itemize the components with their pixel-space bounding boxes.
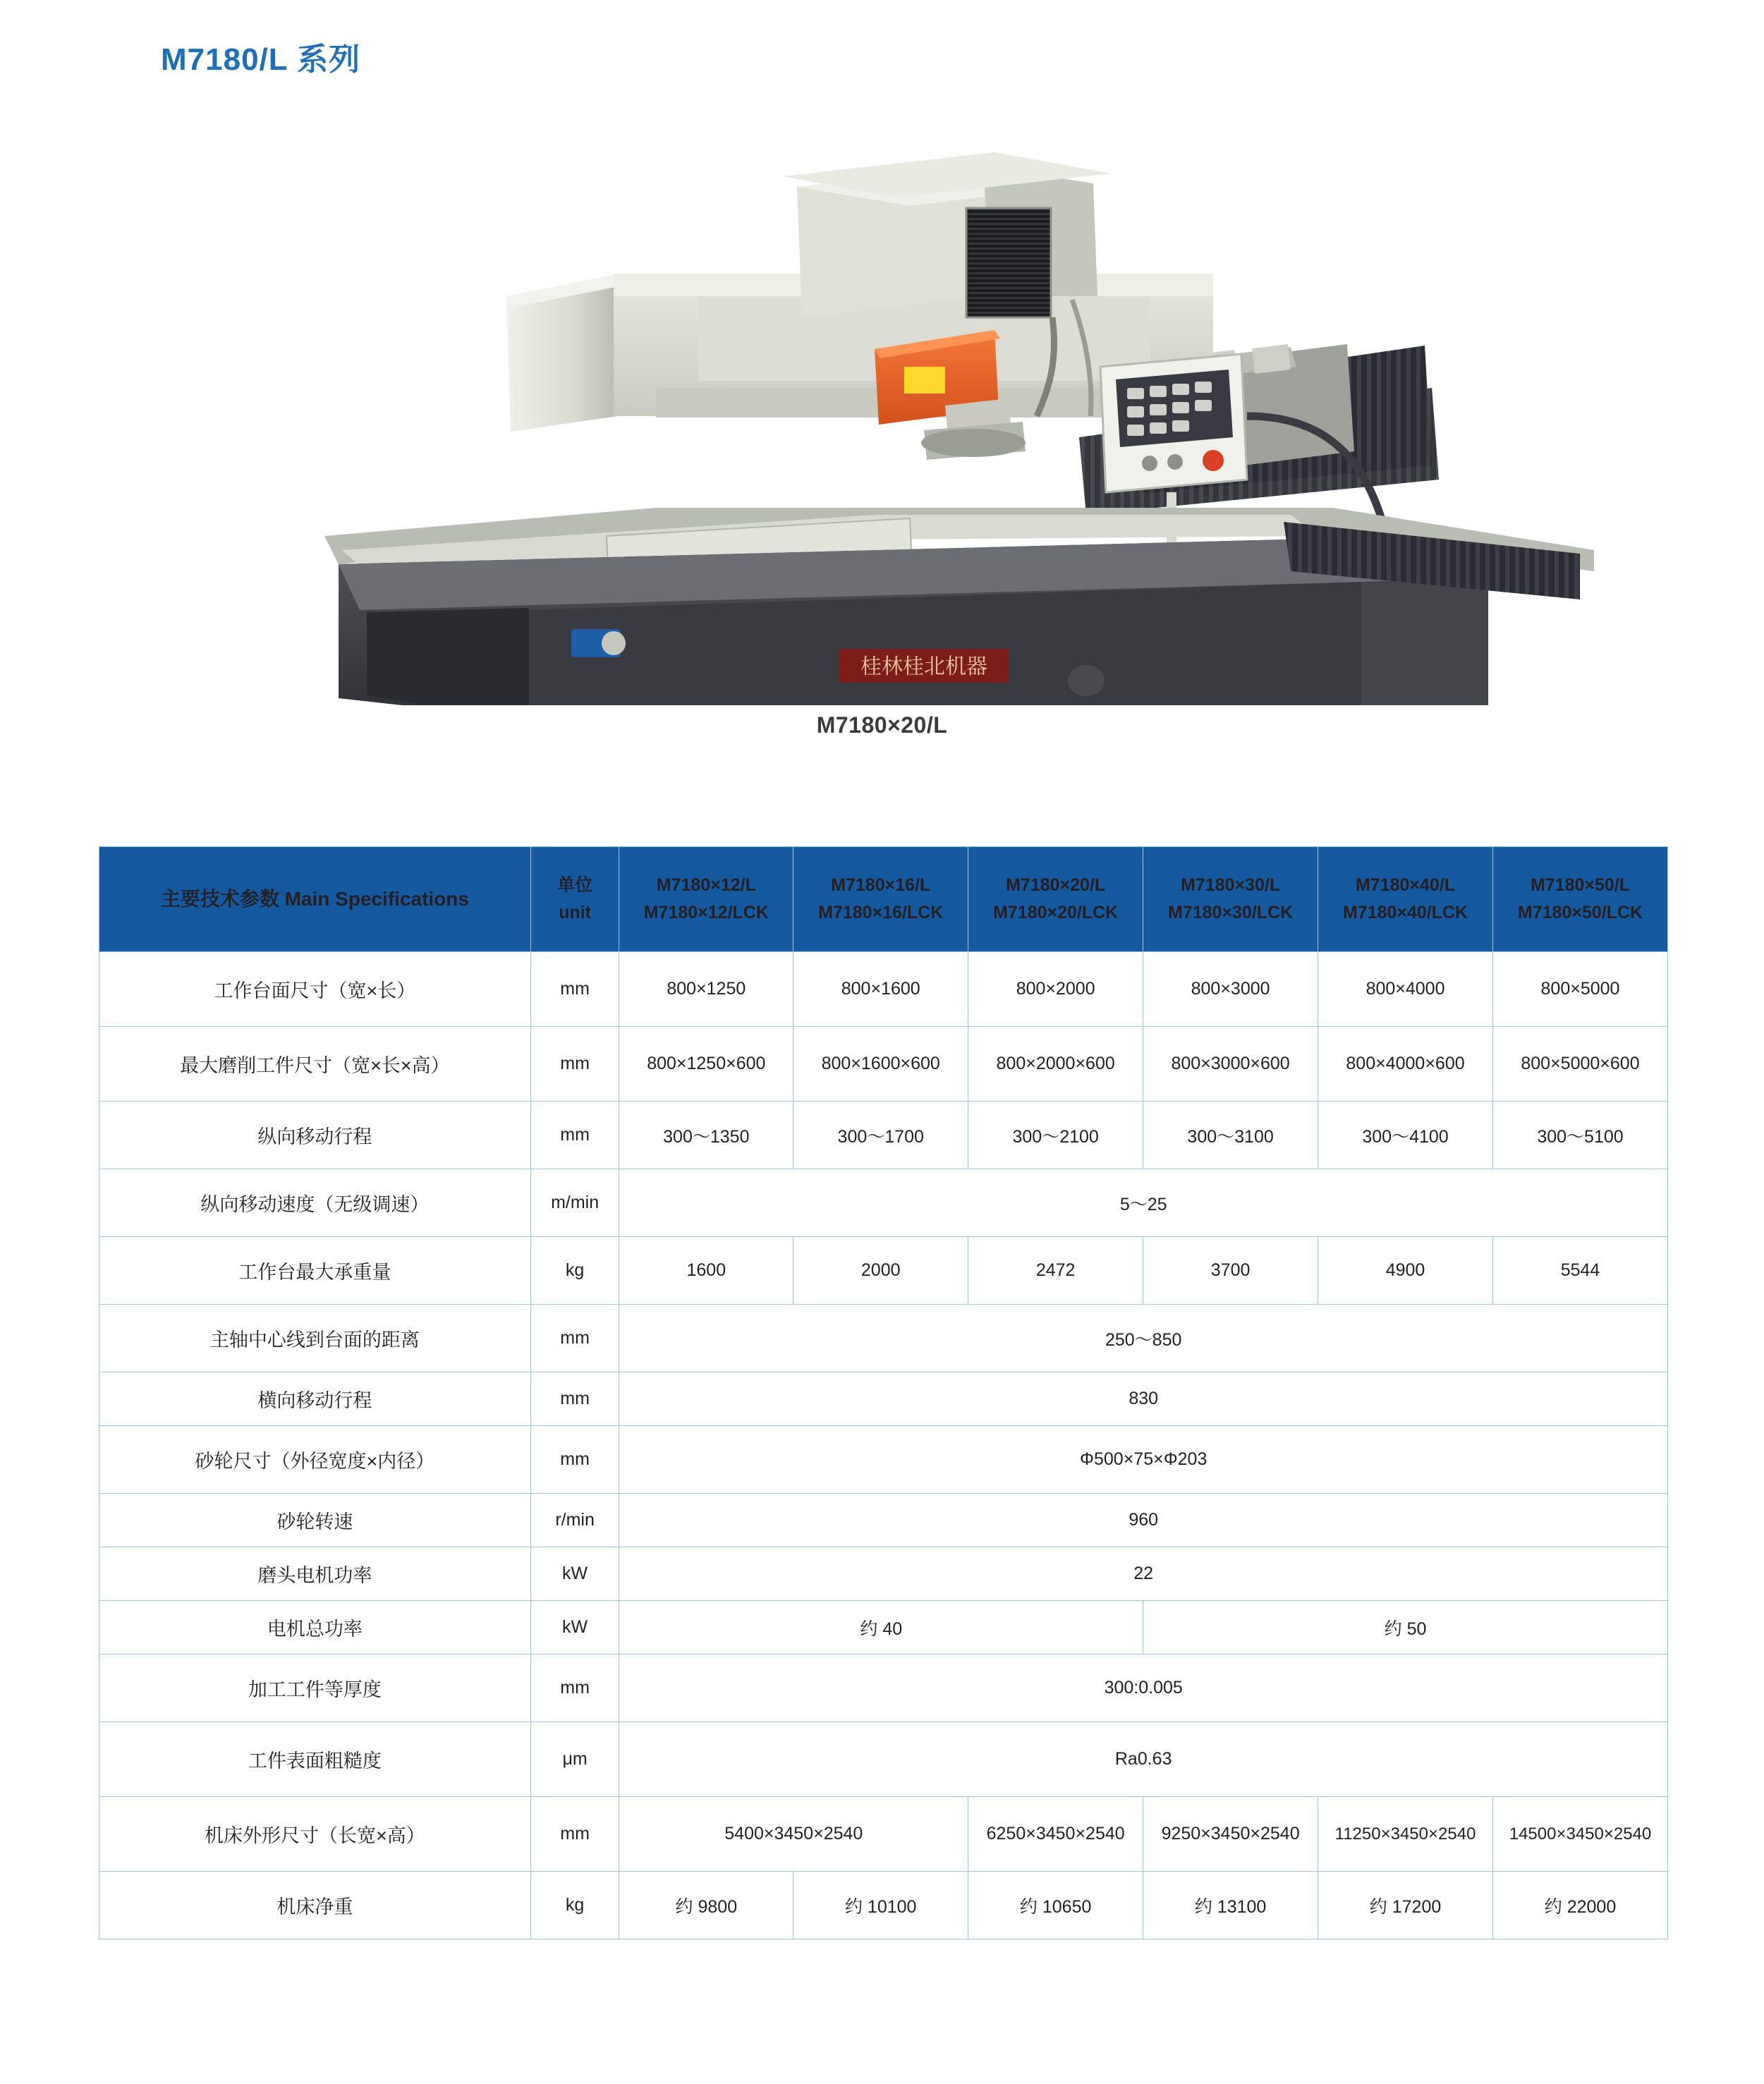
- row-unit: kg: [530, 1872, 619, 1939]
- row-value: 9250×3450×2540: [1143, 1797, 1318, 1872]
- row-label: 工作台面尺寸（宽×长）: [99, 952, 531, 1027]
- header-model-6-line1: M7180×50/L: [1530, 875, 1631, 896]
- row-unit: mm: [530, 1655, 619, 1722]
- row-unit: kg: [530, 1237, 619, 1305]
- header-model-3: [968, 847, 1143, 952]
- row-label: 纵向移动行程: [99, 1102, 531, 1169]
- table-row: [99, 1305, 1668, 1372]
- row-value: 800×2000: [968, 952, 1143, 1027]
- row-value: 14500×3450×2540: [1493, 1797, 1668, 1872]
- header-model-3-line2: M7180×20/LCK: [993, 903, 1119, 922]
- row-value: 300～1350: [619, 1102, 793, 1169]
- row-value: 6250×3450×2540: [968, 1797, 1143, 1872]
- row-value: 800×1250×600: [619, 1027, 793, 1102]
- header-model-5-line2: M7180×40/LCK: [1342, 903, 1468, 922]
- row-value: 800×1600: [793, 952, 968, 1027]
- table-row: [99, 1872, 1668, 1939]
- row-value-span: Ra0.63: [619, 1722, 1668, 1797]
- table-row: [99, 952, 1668, 1027]
- row-value: 800×5000×600: [1493, 1027, 1668, 1102]
- row-value-span: Φ500×75×Φ203: [619, 1426, 1668, 1494]
- row-value-span: 830: [619, 1372, 1668, 1426]
- row-unit: mm: [530, 952, 619, 1027]
- figure-caption: M7180×20/L: [816, 712, 948, 738]
- row-unit: mm: [530, 1372, 619, 1426]
- header-model-5: [1318, 847, 1493, 952]
- table-row: [99, 1169, 1668, 1237]
- row-label: 主轴中心线到台面的距离: [99, 1305, 531, 1372]
- row-value-span: 250～850: [619, 1305, 1668, 1372]
- header-model-3-line1: M7180×20/L: [1006, 875, 1106, 896]
- row-label: 机床外形尺寸（长宽×高）: [99, 1797, 531, 1872]
- row-unit: mm: [530, 1797, 619, 1872]
- row-value: 约 9800: [619, 1872, 793, 1939]
- header-model-6: [1493, 847, 1668, 952]
- specifications-table-container: [99, 846, 1668, 1939]
- header-main-specifications: 主要技术参数 Main Specifications: [99, 847, 531, 952]
- row-value: 11250×3450×2540: [1318, 1797, 1493, 1872]
- row-value: 800×1250: [619, 952, 793, 1027]
- row-value: 300～2100: [968, 1102, 1143, 1169]
- header-model-1: [619, 847, 793, 952]
- row-value: 300～1700: [793, 1102, 968, 1169]
- row-value: 约 10100: [793, 1872, 968, 1939]
- row-unit: mm: [530, 1102, 619, 1169]
- table-row: [99, 1494, 1668, 1547]
- row-unit: mm: [530, 1426, 619, 1494]
- row-label: 砂轮尺寸（外径宽度×内径）: [99, 1426, 531, 1494]
- table-row: [99, 1027, 1668, 1102]
- header-model-4-line1: M7180×30/L: [1181, 875, 1281, 896]
- row-value: 800×4000×600: [1318, 1027, 1493, 1102]
- row-value: 300～4100: [1318, 1102, 1493, 1169]
- row-unit: kW: [530, 1547, 619, 1601]
- row-label: 机床净重: [99, 1872, 531, 1939]
- row-value-span: 22: [619, 1547, 1668, 1601]
- row-unit: kW: [530, 1601, 619, 1655]
- header-model-5-line1: M7180×40/L: [1355, 875, 1456, 896]
- row-unit: μm: [530, 1722, 619, 1797]
- header-model-4-line2: M7180×30/LCK: [1168, 903, 1294, 922]
- table-row: [99, 1601, 1668, 1655]
- header-model-2-line1: M7180×16/L: [831, 875, 931, 896]
- table-row: [99, 1426, 1668, 1494]
- row-value: 3700: [1143, 1237, 1318, 1305]
- row-value: 300～3100: [1143, 1102, 1318, 1169]
- header-model-4: [1143, 847, 1318, 952]
- row-value: 5400×3450×2540: [619, 1797, 968, 1872]
- header-unit-en: unit: [559, 903, 592, 922]
- row-value-split-right: 约 50: [1143, 1601, 1668, 1655]
- row-value: 约 22000: [1493, 1872, 1668, 1939]
- row-value: 800×3000×600: [1143, 1027, 1318, 1102]
- header-model-2-line2: M7180×16/LCK: [818, 903, 944, 922]
- header-model-6-line2: M7180×50/LCK: [1517, 903, 1643, 922]
- row-value: 约 10650: [968, 1872, 1143, 1939]
- row-value-span: 300:0.005: [619, 1655, 1668, 1722]
- row-value: 800×3000: [1143, 952, 1318, 1027]
- table-row: [99, 1237, 1668, 1305]
- row-value: 800×1600×600: [793, 1027, 968, 1102]
- row-label: 最大磨削工件尺寸（宽×长×高）: [99, 1027, 531, 1102]
- row-value: 约 13100: [1143, 1872, 1318, 1939]
- page-title: M7180/L 系列: [161, 42, 361, 77]
- row-value: 800×2000×600: [968, 1027, 1143, 1102]
- row-unit: r/min: [530, 1494, 619, 1547]
- row-label: 砂轮转速: [99, 1494, 531, 1547]
- table-header-row: [99, 847, 1668, 952]
- table-row: [99, 1102, 1668, 1169]
- row-value: 300～5100: [1493, 1102, 1668, 1169]
- row-label: 磨头电机功率: [99, 1547, 531, 1601]
- row-value: 800×4000: [1318, 952, 1493, 1027]
- table-row: [99, 1797, 1668, 1872]
- row-value-span: 5～25: [619, 1169, 1668, 1237]
- row-value: 5544: [1493, 1237, 1668, 1305]
- row-label: 横向移动行程: [99, 1372, 531, 1426]
- row-value: 4900: [1318, 1237, 1493, 1305]
- row-label: 工作台最大承重量: [99, 1237, 531, 1305]
- row-value: 1600: [619, 1237, 793, 1305]
- row-unit: m/min: [530, 1169, 619, 1237]
- row-value-span: 960: [619, 1494, 1668, 1547]
- table-row: [99, 1372, 1668, 1426]
- row-unit: mm: [530, 1305, 619, 1372]
- row-value: 800×5000: [1493, 952, 1668, 1027]
- row-value: 约 17200: [1318, 1872, 1493, 1939]
- row-label: 电机总功率: [99, 1601, 531, 1655]
- row-label: 纵向移动速度（无级调速）: [99, 1169, 531, 1237]
- header-model-1-line2: M7180×12/LCK: [643, 903, 769, 922]
- row-label: 加工工件等厚度: [99, 1655, 531, 1722]
- specifications-table: [99, 846, 1668, 1939]
- table-row: [99, 1722, 1668, 1797]
- header-model-1-line1: M7180×12/L: [656, 875, 756, 896]
- row-label: 工件表面粗糙度: [99, 1722, 531, 1797]
- table-row: [99, 1547, 1668, 1601]
- header-unit-cn: 单位: [557, 875, 593, 896]
- row-value: 2000: [793, 1237, 968, 1305]
- header-model-2: [793, 847, 968, 952]
- row-value-split-left: 约 40: [619, 1601, 1143, 1655]
- machine-illustration: [162, 85, 1608, 705]
- table-row: [99, 1655, 1668, 1722]
- row-value: 2472: [968, 1237, 1143, 1305]
- row-unit: mm: [530, 1027, 619, 1102]
- header-unit: [530, 847, 619, 952]
- brand-plate-text: 桂林桂北机器: [860, 654, 987, 679]
